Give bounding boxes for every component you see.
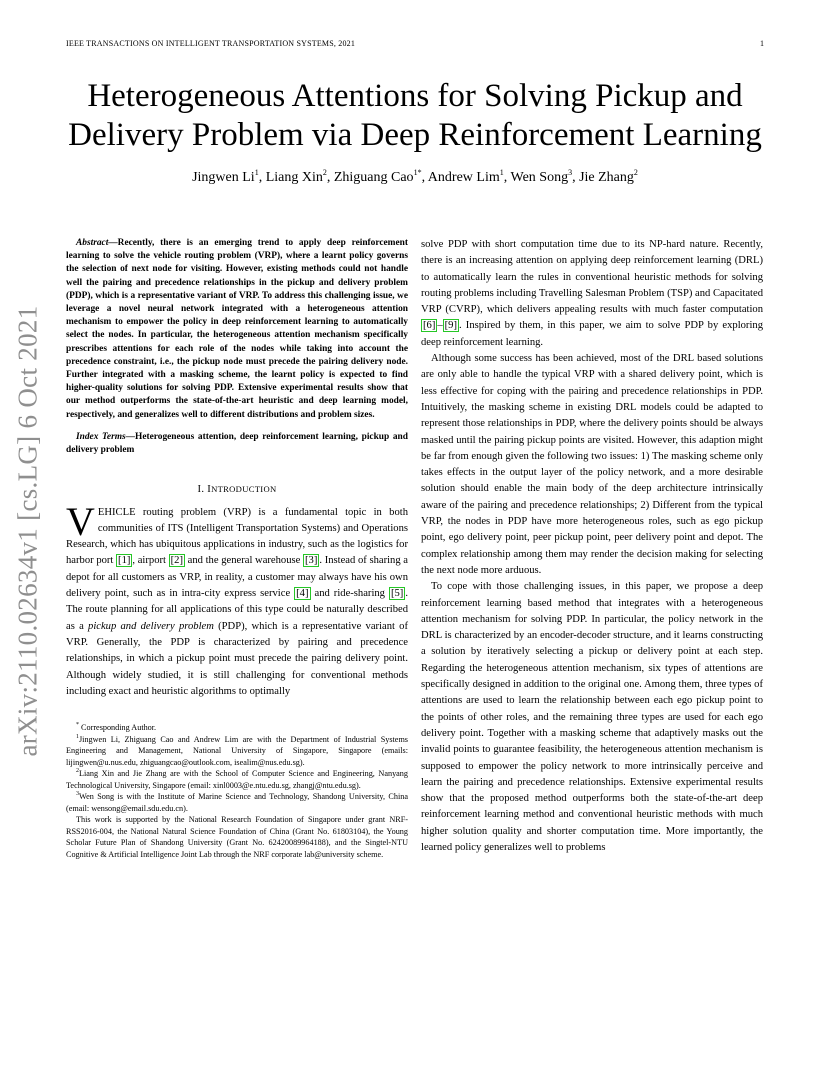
footnote-text: Liang Xin and Jie Zhang are with the School of Computer Science and Engineering, Nanyang Technological University, Singapore (email: xinl0003@e.ntu.edu.sg, zhangj@ntu.edu.sg). — [66, 769, 408, 790]
index-terms — [66, 431, 408, 457]
intro-text: and the general warehouse — [184, 555, 304, 567]
abstract — [66, 237, 408, 422]
author-separator: , — [421, 170, 428, 185]
author-name: Jie Zhang — [579, 170, 634, 185]
body-paragraph-2: Although some success has been achieved, most of the DRL based solutions are only able to handle the typical VRP with a shared delivery point, which is less effective for coping with the pairing and precedence relationships in PDP. Intuitively, the masking scheme in existing DRL models could be adapted to represent those relationships in PDP, where the delivery points should be always masked until the pairing pickup points are visited. However, this adaption might be far from enough given the following two issues: 1) The masking scheme only takes effects in the output layer of the policy network, and a more desirable solution should enable the main body of the deep architecture intrinsically aware of the pairing and precedence relationships; 2) Different from the typical VRP, the nodes in PDP have more heterogeneous roles, such as ego pickup point, ego delivery point, peer pickup point, peer delivery point and depot. The complex relationship among them may render the decision making for selecting the next node more arduous. — [421, 353, 763, 576]
abstract-label: Abstract — [76, 238, 109, 248]
citation-link[interactable]: [9] — [444, 320, 458, 332]
author-separator: , — [503, 170, 511, 185]
page-number: 1 — [760, 39, 764, 48]
citation-link[interactable]: [4] — [296, 588, 309, 600]
section-heading-introduction — [66, 481, 408, 498]
footnote-text: Wen Song is with the Institute of Marine Science and Technology, Shandong University, China (email: wensong@email.sdu.edu.cn). — [66, 792, 408, 813]
citation-link[interactable]: [5] — [390, 588, 404, 600]
intro-text: . Instead of sharing a depot for all customers as VRP, in reality, a customer may always have his own delivery point, such as in intra-city express service — [66, 555, 409, 600]
body-text: solve PDP with short computation time due to its NP-hard nature. Recently, there is an increasing attention on applying deep reinforcement learning (DRL) to automatically learn the rules in conventional heuristic methods for solving routing problems including Travelling Salesman Problem (TSP) and Capacitated VRP (CVRP), which delivers appealing results with much faster computation — [421, 239, 763, 316]
right-column — [421, 237, 763, 856]
citation-link[interactable]: [3] — [305, 555, 318, 567]
author-name: Wen Song — [510, 170, 569, 185]
author-affiliation-mark: 2 — [633, 168, 638, 177]
footnote-text: Jingwen Li, Zhiguang Cao and Andrew Lim are with the Department of Industrial Systems Engineering and Management, National University of Singapore, Singapore (emails: lijingwen@u.nus.edu, zhiguangcao@outlook.com, isealim@nus.edu.sg). — [66, 734, 408, 767]
intro-text: EHICLE routing problem (VRP) is a fundamental topic in both communities of ITS (Intelligent Transportation Systems) and Operations Research, which has ubiquitous applications in industry, such as the logistics for harbor port — [66, 506, 408, 567]
footnote-text: Corresponding Author. — [79, 723, 157, 733]
author-affiliation-mark: 1* — [413, 168, 422, 177]
footnote-affiliation-2 — [66, 768, 408, 791]
arxiv-stamp-text: arXiv:2110.02634v1 [cs.LG] 6 Oct 2021 — [12, 305, 43, 757]
body-paragraph-3: To cope with those challenging issues, in this paper, we propose a deep reinforcement learning based method that integrates with a heterogeneous attention mechanism for solving PDP. In particular, the policy network in the DRL is characterized by an encoder-decoder structure, and it learns constructing a solution by iteratively selecting a pickup or delivery point at each step. Regarding the heterogeneous attention mechanism, six types of attentions are specifically designed in addition to the original one. Among them, three types of attentions are used to learn the relationship between each ego pickup point to the points of other roles, and the remaining three types are used for each ego delivery point. Together with a masking scheme that adaptively masks out the invalid points to guarantee feasibility, the heterogeneous attention mechanism is supposed to empower the policy network to more intrinsically perceive and learn the pairing and precedence relationships. Extensive experimental results show that the proposed method outperforms both the state-of-the-art deep reinforcement learning method and conventional heuristic methods with much higher solution quality and shorter computation time. More importantly, the learned policy generalizes well to problems — [421, 581, 763, 853]
footnote-funding: This work is supported by the National Research Foundation of Singapore under grant NRF-RSS2016-004, the National Natural Science Foundation of China (Grant No. 61803104), the Young Scholar Future Plan of Shandong University (Grant No. 62420089964188), and the Singtel-NTU Cognitive & Artificial Intelligence Joint Lab through the NRF corporate lab@university scheme. — [66, 815, 408, 859]
running-head: IEEE TRANSACTIONS ON INTELLIGENT TRANSPORTATION SYSTEMS, 2021 — [66, 39, 356, 48]
intro-text: (PDP), which is a representative variant of VRP. Generally, the PDP is characterized by pairing and precedence relationships, in which a pickup point must precede the pairing delivery point. Although widely studied, it is still challenging for conventional methods including exact and heuristic algorithms to optimally — [66, 620, 408, 697]
author-separator: , — [326, 170, 334, 185]
index-terms-text: —Heterogeneous attention, deep reinforcement learning, pickup and delivery problem — [66, 431, 408, 456]
citation-link[interactable]: [6] — [423, 320, 436, 332]
intro-text: , airport — [132, 555, 169, 567]
arxiv-stamp[interactable] — [8, 296, 48, 766]
footnote-mark: 2 — [76, 768, 79, 775]
author-name: Andrew Lim — [427, 170, 500, 185]
author-name: Liang Xin — [265, 170, 323, 185]
footnotes — [66, 722, 408, 860]
drop-cap: V — [66, 498, 95, 544]
body-paragraph-1 — [421, 237, 763, 351]
author-name: Zhiguang Cao — [333, 170, 414, 185]
intro-text: . The route planning for all applications of this type could be naturally described as a — [66, 588, 408, 632]
citation-link[interactable]: [1] — [118, 555, 131, 567]
footnote-affiliation-3 — [66, 791, 408, 814]
section-numeral: I. I — [197, 484, 212, 496]
body-text: . Inspired by them, in this paper, we aim to solve PDP by exploring deep reinforcement learning. — [421, 320, 763, 348]
author-name: Jingwen Li — [192, 170, 255, 185]
footnote-mark: 3 — [76, 791, 79, 798]
author-affiliation-mark: 1 — [254, 168, 259, 177]
intro-text: and ride-sharing — [310, 588, 389, 600]
author-list — [60, 169, 770, 187]
left-column — [66, 237, 408, 860]
author-affiliation-mark: 3 — [568, 168, 573, 177]
footnote-mark: 1 — [76, 733, 79, 740]
footnote-mark: * — [76, 722, 79, 729]
title-line-2: Delivery Problem via Deep Reinforcement Learning — [68, 117, 762, 153]
section-name: NTRODUCTION — [211, 484, 277, 495]
title-line-1: Heterogeneous Attentions for Solving Pickup and — [87, 78, 743, 114]
author-separator: , — [572, 170, 580, 185]
intro-paragraph-1 — [66, 498, 409, 701]
footnote-affiliation-1 — [66, 734, 408, 769]
range-dash: – — [437, 320, 443, 332]
author-separator: , — [258, 170, 266, 185]
author-affiliation-mark: 1 — [499, 168, 504, 177]
author-affiliation-mark: 2 — [322, 168, 327, 177]
paper-title — [40, 77, 790, 155]
abstract-text: —Recently, there is an emerging trend to apply deep reinforcement learning to solve the vehicle routing problem (VRP), where a learnt policy governs the selection of next node for visiting. However, existing methods could not handle well the pairing and precedence relationships in the pickup and delivery problem (PDP), which is a representative variant of VRP. To address this challenging issue, we leverage a novel neural network integrated with a heterogeneous attention mechanism to empower the policy in deep reinforcement learning to automatically select the nodes. In particular, the heterogeneous attention mechanism specifically prescribes attentions for each role of the nodes while taking into account the precedence constraint, i.e., the pickup node must precede the pairing delivery node. Further integrated with a masking scheme, the learnt policy is expected to find higher-quality solutions for solving PDP. Extensive experimental results show that our method outperforms the state-of-the-art heuristic and deep learning model, respectively, and generalizes well to different distributions and problem sizes. — [66, 238, 408, 420]
index-terms-label: Index Terms — [76, 431, 126, 442]
footnote-corresponding — [66, 722, 408, 734]
citation-link[interactable]: [2] — [170, 555, 183, 567]
emphasis-term: pickup and delivery problem — [88, 620, 214, 632]
